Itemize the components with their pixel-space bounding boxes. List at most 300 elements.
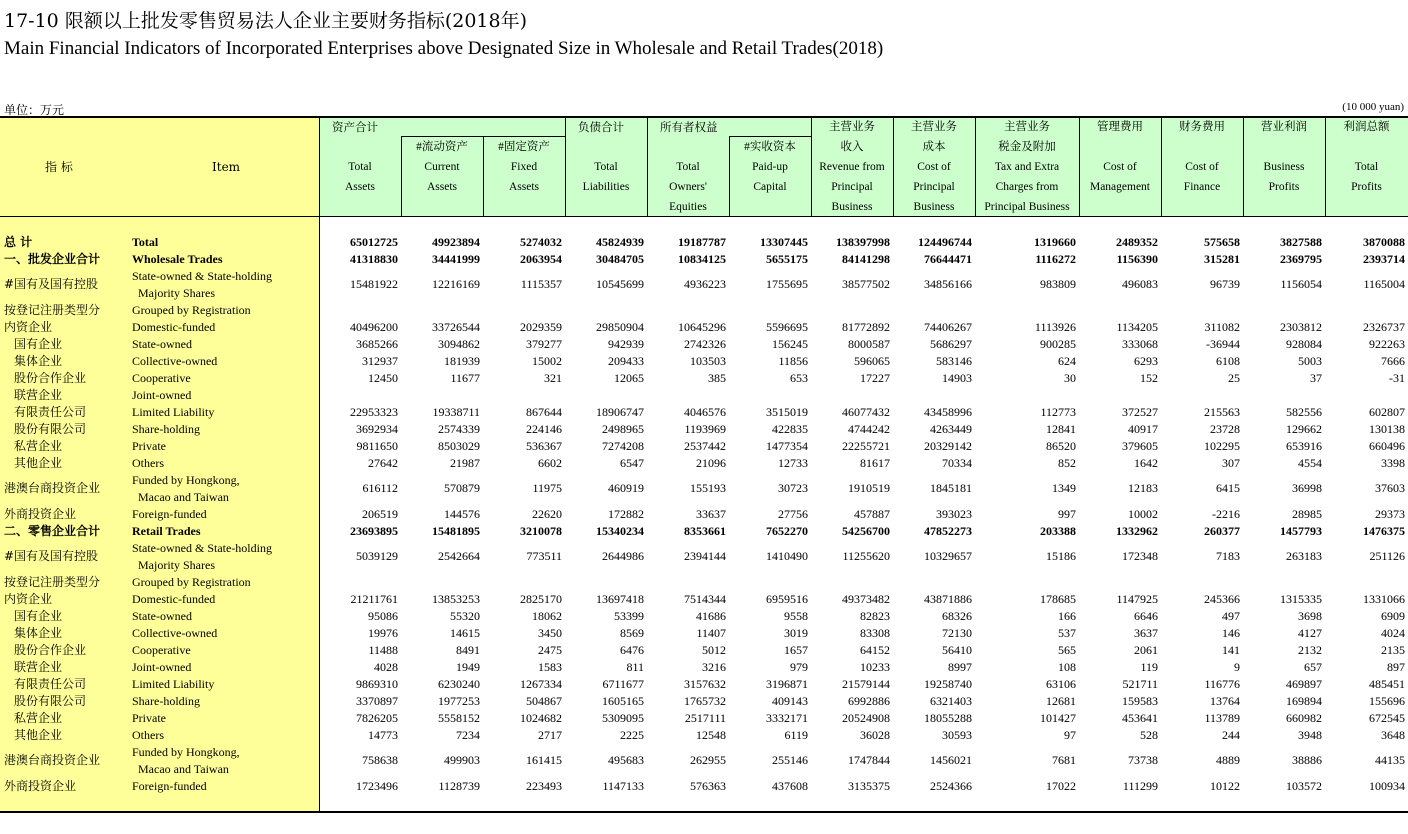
table-cell: 203388 — [1040, 524, 1076, 538]
column-header-cn2: 成本 — [922, 141, 946, 153]
table-cell: 129662 — [1286, 422, 1322, 436]
row-label-en: Private — [132, 439, 166, 453]
column-header-en2: Principal — [913, 181, 955, 193]
table-cell: 34856166 — [924, 277, 972, 291]
column-header-en1: Business — [1263, 161, 1305, 173]
table-cell: 30484705 — [596, 252, 644, 266]
table-cell: 3157632 — [684, 677, 726, 691]
table-cell: 166 — [1058, 609, 1076, 623]
table-cell: 223493 — [526, 779, 562, 793]
table-cell: 224146 — [526, 422, 562, 436]
row-label-en: Total — [132, 235, 159, 249]
table-cell: 1116272 — [1035, 252, 1076, 266]
table-cell: 852 — [1058, 456, 1076, 470]
table-cell: 1165004 — [1363, 277, 1405, 291]
column-header-cn: 主营业务 — [911, 121, 957, 133]
table-cell: 144576 — [444, 507, 480, 521]
table-cell: 10834125 — [678, 252, 726, 266]
table-cell: 1845181 — [930, 481, 972, 495]
table-cell: 1156390 — [1116, 252, 1158, 266]
table-cell: 5655175 — [766, 252, 808, 266]
table-cell: 333068 — [1122, 337, 1158, 351]
row-label-cn: 股份有限公司 — [14, 422, 87, 436]
table-cell: 7274208 — [602, 439, 644, 453]
table-cell: 5039129 — [356, 549, 398, 563]
table-cell: 385 — [708, 371, 726, 385]
table-cell: 7234 — [456, 728, 480, 742]
column-header-cn: #固定资产 — [498, 141, 550, 153]
table-cell: 1410490 — [766, 549, 808, 563]
table-cell: 116776 — [1204, 677, 1240, 691]
table-cell: 6119 — [784, 728, 808, 742]
table-cell: 74406267 — [924, 320, 972, 334]
table-cell: 2644986 — [602, 549, 644, 563]
table-cell: 11677 — [450, 371, 480, 385]
table-cell: 409143 — [772, 694, 808, 708]
row-label-en: Wholesale Trades — [132, 252, 223, 266]
table-cell: 422835 — [772, 422, 808, 436]
table-cell: 1583 — [538, 660, 562, 674]
table-cell: 1747844 — [848, 753, 890, 767]
column-header-en2: Finance — [1183, 181, 1221, 193]
row-label-en2: Macao and Taiwan — [138, 762, 229, 776]
table-cell: 4127 — [1298, 626, 1322, 640]
table-cell: 8491 — [456, 643, 480, 657]
table-cell: 1949 — [456, 660, 480, 674]
table-cell: 7652270 — [766, 524, 808, 538]
table-cell: 437608 — [772, 779, 808, 793]
table-cell: 19338711 — [432, 405, 480, 419]
table-cell: 8569 — [620, 626, 644, 640]
table-cell: 1723496 — [356, 779, 398, 793]
table-cell: 81772892 — [842, 320, 890, 334]
table-cell: 583146 — [936, 354, 972, 368]
row-label-cn: 国有企业 — [14, 337, 63, 351]
table-cell: 6415 — [1216, 481, 1240, 495]
table-cell: 23693895 — [350, 524, 398, 538]
row-label-cn: 联营企业 — [14, 388, 63, 402]
table-cell: 1147925 — [1116, 592, 1158, 606]
table-cell: 41686 — [696, 609, 726, 623]
table-cell: 3685266 — [356, 337, 398, 351]
table-cell: 19187787 — [678, 235, 726, 249]
table-cell: 393023 — [936, 507, 972, 521]
column-header-en2: Capital — [753, 181, 787, 193]
table-cell: 5003 — [1298, 354, 1322, 368]
table-cell: 3370897 — [356, 694, 398, 708]
table-cell: 53399 — [614, 609, 644, 623]
table-cell: 13764 — [1210, 694, 1240, 708]
row-label-en: Share-holding — [132, 422, 200, 436]
row-label-en: State-owned & State-holding — [132, 269, 272, 283]
column-header-cn: 营业利润 — [1261, 121, 1307, 133]
row-label-cn: 二、零售企业合计 — [4, 524, 101, 538]
table-cell: 6711677 — [602, 677, 644, 691]
row-label-en2: Majority Shares — [138, 558, 215, 572]
table-cell: 7666 — [1381, 354, 1405, 368]
table-cell: 28985 — [1292, 507, 1322, 521]
row-label-en: Funded by Hongkong, — [132, 745, 240, 759]
table-cell: 379605 — [1122, 439, 1158, 453]
row-label-cn: 外商投资企业 — [4, 779, 77, 793]
table-cell: 54256700 — [842, 524, 890, 538]
table-cell: 17227 — [860, 371, 890, 385]
table-cell: 70334 — [942, 456, 972, 470]
table-cell: 942939 — [608, 337, 644, 351]
table-cell: 315281 — [1204, 252, 1240, 266]
table-cell: 3196871 — [766, 677, 808, 691]
table-cell: 209433 — [608, 354, 644, 368]
column-header-en2: Owners' — [669, 181, 707, 193]
row-label-cn: 私营企业 — [14, 711, 63, 725]
table-cell: 867644 — [526, 405, 562, 419]
table-cell: 1457793 — [1280, 524, 1322, 538]
table-cell: 6602 — [538, 456, 562, 470]
table-cell: 30723 — [778, 481, 808, 495]
table-cell: 3094862 — [438, 337, 480, 351]
table-cell: 49373482 — [842, 592, 890, 606]
column-header-en3: Principal Business — [984, 201, 1070, 213]
table-cell: 146 — [1222, 626, 1240, 640]
table-cell: 12733 — [778, 456, 808, 470]
table-cell: 10002 — [1128, 507, 1158, 521]
row-label-cn: 集体企业 — [14, 354, 63, 368]
table-cell: 3332171 — [766, 711, 808, 725]
table-cell: 9558 — [784, 609, 808, 623]
table-cell: 156245 — [772, 337, 808, 351]
table-cell: 13853253 — [432, 592, 480, 606]
table-cell: 1642 — [1134, 456, 1158, 470]
table-cell: 997 — [1058, 507, 1076, 521]
table-cell: 5309095 — [602, 711, 644, 725]
table-cell: 15481922 — [350, 277, 398, 291]
column-header-cn: 财务费用 — [1179, 121, 1225, 133]
column-header-cn: 负债合计 — [578, 120, 624, 134]
table-cell: 6108 — [1216, 354, 1240, 368]
table-cell: 21579144 — [842, 677, 890, 691]
table-cell: 18055288 — [924, 711, 972, 725]
table-cell: 1115357 — [520, 277, 562, 291]
table-cell: 14903 — [942, 371, 972, 385]
row-label-cn: 一、批发企业合计 — [4, 252, 101, 266]
table-cell: 897 — [1387, 660, 1405, 674]
row-label-en: State-owned — [132, 337, 192, 351]
row-label-en: Domestic-funded — [132, 320, 216, 334]
table-cell: 1134205 — [1116, 320, 1158, 334]
table-cell: 3216 — [702, 660, 726, 674]
column-header-cn2: 收入 — [840, 141, 864, 153]
table-cell: 43871886 — [924, 592, 972, 606]
table-cell: 97 — [1064, 728, 1076, 742]
column-header-cn: #流动资产 — [416, 141, 468, 153]
table-cell: 528 — [1140, 728, 1158, 742]
table-cell: 565 — [1058, 643, 1076, 657]
table-cell: 616112 — [362, 481, 398, 495]
table-cell: 3827588 — [1280, 235, 1322, 249]
table-cell: 983809 — [1040, 277, 1076, 291]
table-cell: 29850904 — [596, 320, 644, 334]
table-cell: 2475 — [538, 643, 562, 657]
table-cell: 1605165 — [602, 694, 644, 708]
table-cell: 3648 — [1381, 728, 1405, 742]
table-cell: 2537442 — [684, 439, 726, 453]
row-label-cn: 股份有限公司 — [14, 694, 87, 708]
row-label-cn: 按登记注册类型分 — [4, 303, 101, 317]
table-cell: 8000587 — [848, 337, 890, 351]
table-cell: 660496 — [1369, 439, 1405, 453]
table-cell: 372527 — [1122, 405, 1158, 419]
table-cell: 7183 — [1216, 549, 1240, 563]
table-cell: 1755695 — [766, 277, 808, 291]
table-cell: 922263 — [1369, 337, 1405, 351]
table-cell: 21096 — [696, 456, 726, 470]
table-cell: 4744242 — [848, 422, 890, 436]
table-cell: 3698 — [1298, 609, 1322, 623]
row-label-cn: 其他企业 — [14, 456, 63, 470]
table-cell: 537 — [1058, 626, 1076, 640]
table-cell: 4263449 — [930, 422, 972, 436]
table-cell: 521711 — [1122, 677, 1158, 691]
table-cell: 245366 — [1204, 592, 1240, 606]
table-cell: 141 — [1222, 643, 1240, 657]
column-header-cn: 主营业务 — [829, 121, 875, 133]
table-cell: 36028 — [860, 728, 890, 742]
table-cell: 159583 — [1122, 694, 1158, 708]
column-header-en2: Charges from — [995, 181, 1059, 193]
table-cell: 17022 — [1046, 779, 1076, 793]
table-cell: 6321403 — [930, 694, 972, 708]
table-cell: 4936223 — [684, 277, 726, 291]
table-cell: 86520 — [1046, 439, 1076, 453]
table-cell: 1477354 — [766, 439, 808, 453]
row-label-en: Cooperative — [132, 371, 191, 385]
table-cell: 2717 — [538, 728, 562, 742]
table-cell: 15481895 — [432, 524, 480, 538]
table-cell: 33637 — [696, 507, 726, 521]
table-cell: 22953323 — [350, 405, 398, 419]
table-cell: 811 — [626, 660, 644, 674]
table-cell: 10545699 — [596, 277, 644, 291]
column-header-cn: 资产合计 — [332, 120, 378, 134]
table-cell: 20329142 — [924, 439, 972, 453]
table-cell: 1765732 — [684, 694, 726, 708]
table-cell: 582556 — [1286, 405, 1322, 419]
table-cell: 40917 — [1128, 422, 1158, 436]
table-cell: 21211761 — [350, 592, 398, 606]
table-cell: 73738 — [1128, 753, 1158, 767]
row-label-cn: 私营企业 — [14, 439, 63, 453]
table-cell: 12548 — [696, 728, 726, 742]
table-cell: 65012725 — [350, 235, 398, 249]
table-cell: 206519 — [362, 507, 398, 521]
table-cell: 108 — [1058, 660, 1076, 674]
table-cell: 307 — [1222, 456, 1240, 470]
table-cell: 251126 — [1369, 549, 1405, 563]
column-header-en2: Assets — [508, 181, 540, 193]
table-cell: 1332962 — [1116, 524, 1158, 538]
table-cell: 169894 — [1286, 694, 1322, 708]
column-header-en2: Assets — [344, 181, 376, 193]
table-cell: 5012 — [702, 643, 726, 657]
table-cell: 13697418 — [596, 592, 644, 606]
table-cell: 485451 — [1369, 677, 1405, 691]
table-cell: 4554 — [1298, 456, 1322, 470]
table-cell: 55320 — [450, 609, 480, 623]
table-cell: 178685 — [1040, 592, 1076, 606]
row-label-cn: 内资企业 — [4, 592, 53, 606]
table-cell: 2517111 — [684, 711, 726, 725]
column-header-en1: Cost of — [917, 161, 951, 173]
table-cell: 43458996 — [924, 405, 972, 419]
table-cell: 2498965 — [602, 422, 644, 436]
table-cell: 15340234 — [596, 524, 644, 538]
row-label-en: Grouped by Registration — [132, 575, 251, 589]
row-label-en: Limited Liability — [132, 405, 215, 419]
column-header-en2: Management — [1089, 181, 1151, 193]
table-cell: 2326737 — [1363, 320, 1405, 334]
table-cell: 453641 — [1122, 711, 1158, 725]
table-cell: 570879 — [444, 481, 480, 495]
table-cell: 536367 — [526, 439, 562, 453]
row-label-en: Private — [132, 711, 166, 725]
table-cell: 575658 — [1204, 235, 1240, 249]
row-label-cn: 股份合作企业 — [14, 371, 87, 385]
table-cell: 36998 — [1292, 481, 1322, 495]
table-cell: 45824939 — [596, 235, 644, 249]
table-cell: 3135375 — [848, 779, 890, 793]
table-cell: 928084 — [1286, 337, 1322, 351]
table-cell: 102295 — [1204, 439, 1240, 453]
column-header-en1: Total — [1354, 161, 1379, 173]
table-cell: 11975 — [532, 481, 562, 495]
table-cell: 15002 — [532, 354, 562, 368]
row-label-en: Foreign-funded — [132, 507, 207, 521]
table-cell: 161415 — [526, 753, 562, 767]
table-cell: 12065 — [614, 371, 644, 385]
table-cell: 2489352 — [1116, 235, 1158, 249]
table-cell: 30 — [1064, 371, 1076, 385]
table-cell: 576363 — [690, 779, 726, 793]
table-cell: 2825170 — [520, 592, 562, 606]
table-cell: 2742326 — [684, 337, 726, 351]
table-cell: 1147133 — [602, 779, 644, 793]
table-cell: 34441999 — [432, 252, 480, 266]
table-cell: 25 — [1228, 371, 1240, 385]
table-cell: 1910519 — [848, 481, 890, 495]
table-bottom-rule — [0, 811, 1408, 813]
table-cell: 979 — [790, 660, 808, 674]
table-cell: 83308 — [860, 626, 890, 640]
header-indicator-cn: 指 标 — [45, 160, 73, 174]
table-cell: 11255620 — [842, 549, 890, 563]
column-header-en3: Business — [913, 201, 955, 213]
table-cell: 113789 — [1204, 711, 1240, 725]
table-cell: 460919 — [608, 481, 644, 495]
table-cell: 8997 — [948, 660, 972, 674]
table-cell: 56410 — [942, 643, 972, 657]
row-label-en: State-owned & State-holding — [132, 541, 272, 555]
table-cell: 3692934 — [356, 422, 398, 436]
table-cell: 497 — [1222, 609, 1240, 623]
table-cell: 263183 — [1286, 549, 1322, 563]
table-cell: 1456021 — [930, 753, 972, 767]
table-cell: 68326 — [942, 609, 972, 623]
table-cell: 11856 — [778, 354, 808, 368]
table-cell: 6293 — [1134, 354, 1158, 368]
table-cell: 5686297 — [930, 337, 972, 351]
table-cell: 14615 — [450, 626, 480, 640]
table-cell: 23728 — [1210, 422, 1240, 436]
table-cell: 1193969 — [684, 422, 726, 436]
table-cell: 130138 — [1369, 422, 1405, 436]
row-label-cn: 国有企业 — [14, 609, 63, 623]
column-header-cn: 所有者权益 — [660, 120, 718, 134]
row-label-cn: 有限责任公司 — [14, 405, 87, 419]
column-header-cn: 利润总额 — [1343, 121, 1390, 133]
row-label-cn: 集体企业 — [14, 626, 63, 640]
table-cell: 657 — [1304, 660, 1322, 674]
table-cell: 4024 — [1381, 626, 1405, 640]
table-cell: 262955 — [690, 753, 726, 767]
table-cell: 155696 — [1369, 694, 1405, 708]
table-cell: 41318830 — [350, 252, 398, 266]
table-cell: 4028 — [374, 660, 398, 674]
table-cell: 96739 — [1210, 277, 1240, 291]
row-label-en: Joint-owned — [132, 388, 192, 402]
table-cell: 124496744 — [918, 235, 972, 249]
table-cell: 496083 — [1122, 277, 1158, 291]
table-cell: 46077432 — [842, 405, 890, 419]
table-cell: 22620 — [532, 507, 562, 521]
column-header-en3: Business — [831, 201, 873, 213]
table-cell: 37603 — [1375, 481, 1405, 495]
row-label-cn: 股份合作企业 — [14, 643, 87, 657]
row-label-cn: 内资企业 — [4, 320, 53, 334]
table-cell: 244 — [1222, 728, 1240, 742]
table-cell: 5274032 — [520, 235, 562, 249]
table-cell: 38886 — [1292, 753, 1322, 767]
table-cell: 602807 — [1369, 405, 1405, 419]
table-cell: 22255721 — [842, 439, 890, 453]
table-cell: 1113926 — [1034, 320, 1076, 334]
table-cell: 37 — [1310, 371, 1322, 385]
table-cell: 1156054 — [1280, 277, 1322, 291]
table-cell: 312937 — [362, 354, 398, 368]
table-cell: 12681 — [1046, 694, 1076, 708]
table-cell: 773511 — [526, 549, 562, 563]
table-cell: 672545 — [1369, 711, 1405, 725]
row-label-en: Collective-owned — [132, 626, 218, 640]
row-label-cn: 其他企业 — [14, 728, 63, 742]
row-label-en: Domestic-funded — [132, 592, 216, 606]
table-cell: 2393714 — [1363, 252, 1405, 266]
row-label-cn: 联营企业 — [14, 660, 63, 674]
table-cell: 6476 — [620, 643, 644, 657]
table-cell: 82823 — [860, 609, 890, 623]
column-header-en2: Assets — [426, 181, 458, 193]
table-cell: 2524366 — [930, 779, 972, 793]
table-cell: 18062 — [532, 609, 562, 623]
table-cell: 8503029 — [438, 439, 480, 453]
column-header-en1: Paid-up — [752, 161, 788, 173]
column-header-en1: Current — [424, 161, 460, 173]
table-cell: 12450 — [368, 371, 398, 385]
row-label-en: Others — [132, 728, 164, 742]
table-cell: 76644471 — [924, 252, 972, 266]
table-cell: 9 — [1234, 660, 1240, 674]
table-cell: 1024682 — [520, 711, 562, 725]
table-cell: 72130 — [942, 626, 972, 640]
